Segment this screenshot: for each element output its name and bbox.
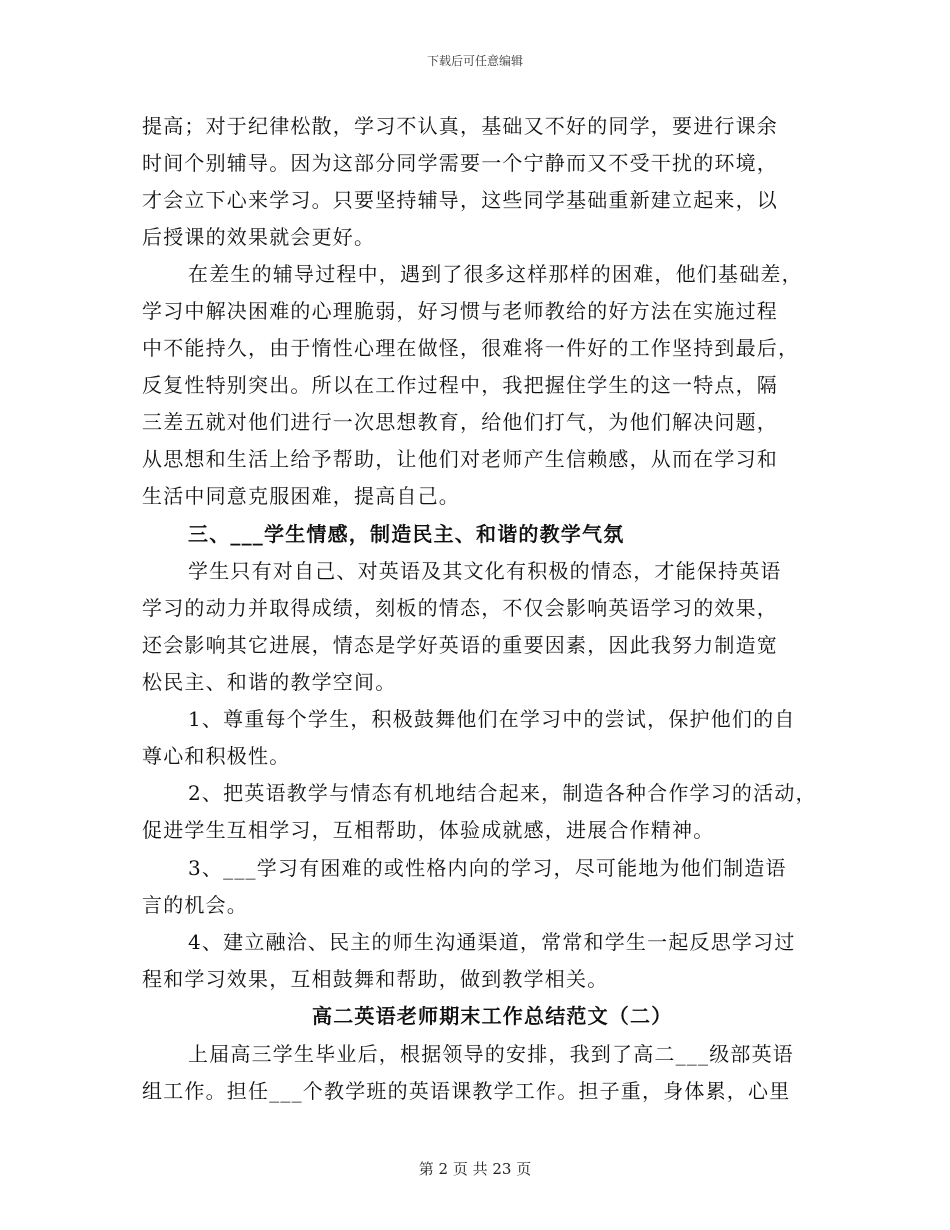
- paragraph-line: 学习中解决困难的心理脆弱，好习惯与老师教给的好方法在实施过程: [142, 299, 778, 323]
- page-footer: 第 2 页 共 23 页: [418, 1160, 532, 1178]
- list-item: 1、尊重每个学生，积极鼓舞他们在学习中的尝试，保护他们的自: [188, 707, 796, 731]
- paragraph-line: 三差五就对他们进行一次思想教育，给他们打气，为他们解决问题，: [142, 410, 778, 434]
- paragraph-line: 组工作。担任___个教学班的英语课教学工作。担子重，身体累，心里: [142, 1079, 791, 1103]
- paragraph-line: 学习的动力并取得成绩，刻板的情态，不仅会影响英语学习的效果，: [142, 596, 778, 620]
- paragraph-line: 程和学习效果，互相鼓舞和帮助，做到教学相关。: [142, 967, 609, 991]
- paragraph-line: 上届高三学生毕业后，根据领导的安排，我到了高二___级部英语: [188, 1042, 794, 1066]
- paragraph-line: 从思想和生活上给予帮助，让他们对老师产生信赖感，从而在学习和: [142, 447, 778, 471]
- section-heading: 三、___学生情感，制造民主、和谐的教学气氛: [188, 522, 625, 546]
- paragraph-line: 后授课的效果就会更好。: [142, 225, 376, 249]
- paragraph-line: 促进学生互相学习，互相帮助，体验成就感，进展合作精神。: [142, 818, 715, 842]
- paragraph-line: 在差生的辅导过程中，遇到了很多这样那样的困难，他们基础差，: [188, 262, 803, 286]
- paragraph-line: 反复性特别突出。所以在工作过程中，我把握住学生的这一特点，隔: [142, 373, 778, 397]
- paragraph-line: 尊心和积极性。: [142, 744, 291, 768]
- list-item: 2、把英语教学与情态有机地结合起来，制造各种合作学习的活动，: [188, 781, 817, 805]
- paragraph-line: 中不能持久，由于惰性心理在做怪，很难将一件好的工作坚持到最后，: [142, 336, 800, 360]
- paragraph-line: 还会影响其它进展，情态是学好英语的重要因素，因此我努力制造宽: [142, 633, 778, 657]
- paragraph-line: 学生只有对自己、对英语及其文化有积极的情态，才能保持英语: [188, 559, 782, 583]
- article-title: 高二英语老师期末工作总结范文（二）: [312, 1004, 673, 1028]
- list-item: 4、建立融洽、民主的师生沟通渠道，常常和学生一起反思学习过: [188, 930, 796, 954]
- paragraph-line: 时间个别辅导。因为这部分同学需要一个宁静而又不受干扰的环境，: [142, 151, 778, 175]
- paragraph-line: 言的机会。: [142, 893, 248, 917]
- paragraph-line: 提高；对于纪律松散，学习不认真，基础又不好的同学，要进行课余: [142, 114, 778, 138]
- list-item: 3、___学习有困难的或性格内向的学习，尽可能地为他们制造语: [188, 856, 787, 880]
- paragraph-line: 生活中同意克服困难，提高自己。: [142, 484, 460, 508]
- paragraph-line: 才会立下心来学习。只要坚持辅导，这些同学基础重新建立起来，以: [142, 188, 778, 212]
- page-header: 下载后可任意编辑: [426, 54, 523, 68]
- paragraph-line: 松民主、和谐的教学空间。: [142, 670, 397, 694]
